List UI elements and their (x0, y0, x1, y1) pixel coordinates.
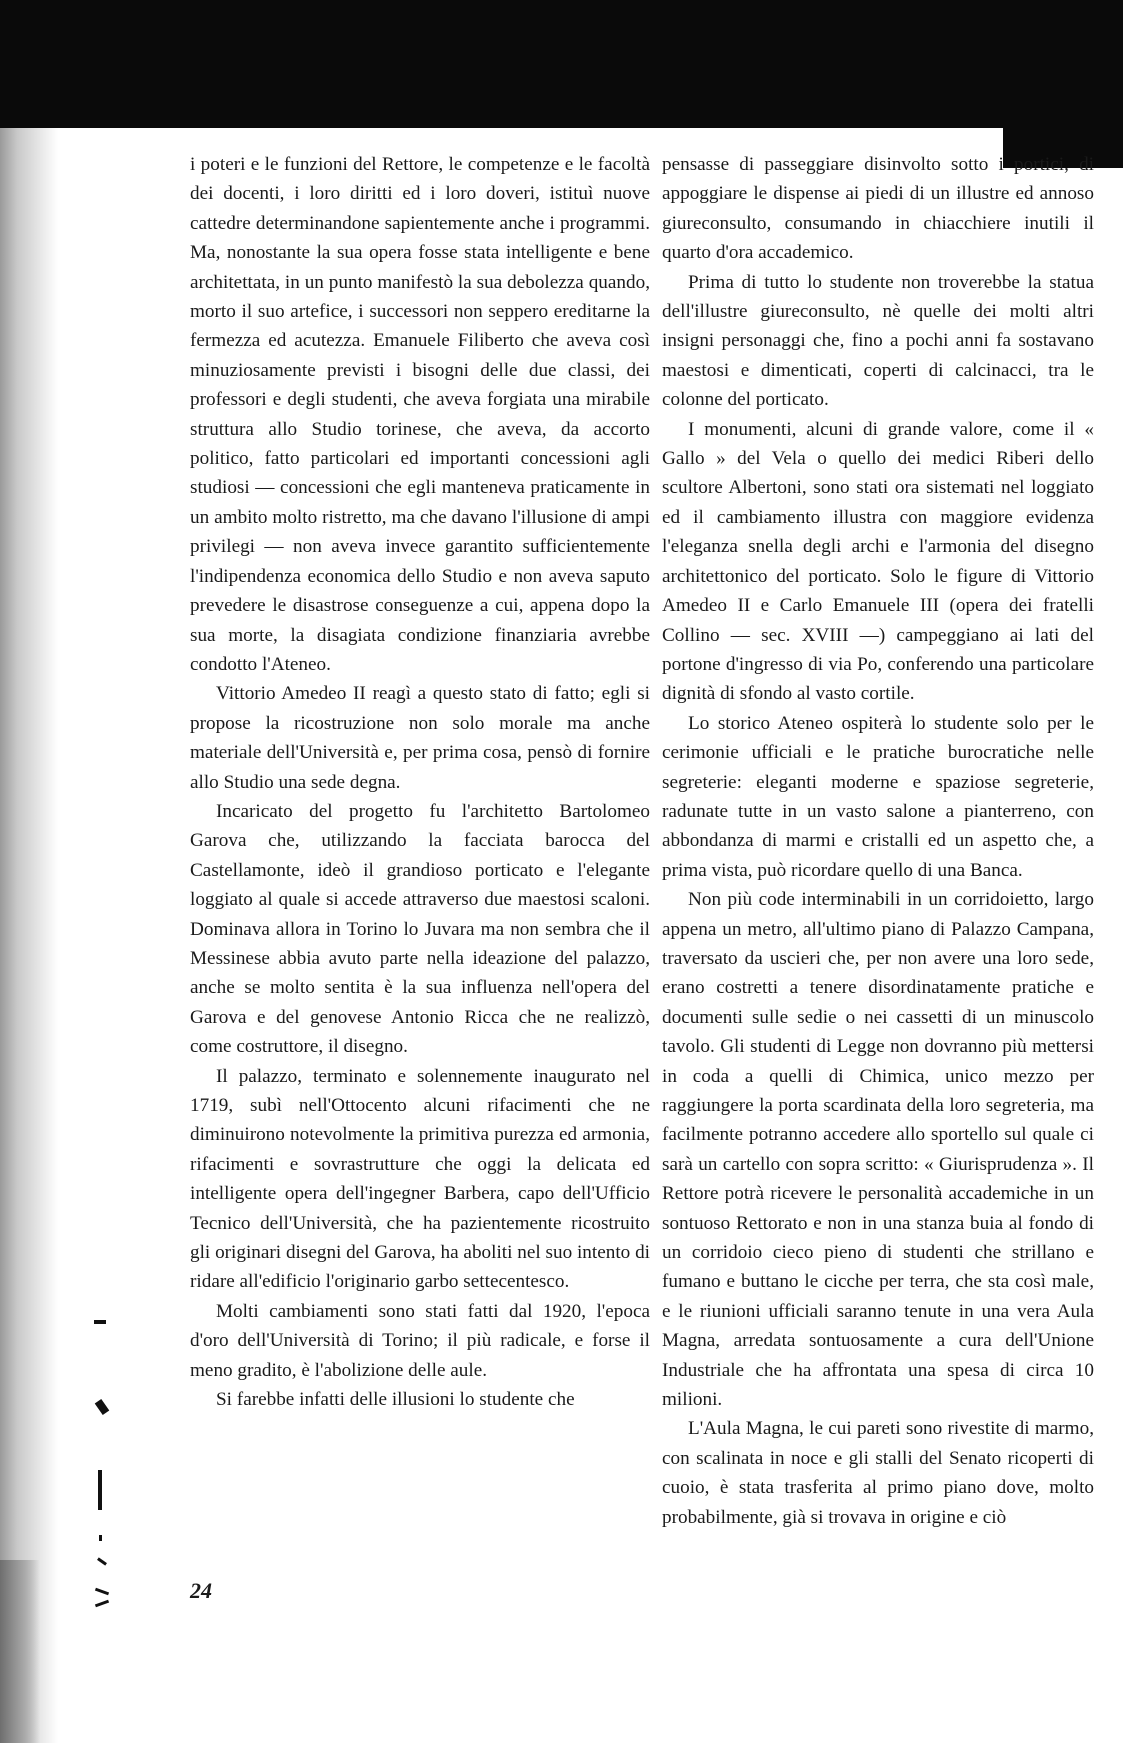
paragraph: Il palazzo, terminato e solennemente inaugurato nel 1719, subì nell'Ottocento alcuni rifacimenti che ne diminuirono notevolmente la primitiva purezza ed armonia, rifacimenti e sovrastrutture che oggi la delicata ed intelligente opera dell'ingegner Barbera, capo dell'Ufficio Tecnico dell'Università, che ha pazientemente ricostruito gli originari disegni del Garova, ha aboliti nel suo intento di ridare all'edificio l'originario garbo settecentesco. (190, 1065, 650, 1293)
scan-left-edge-shadow (0, 1560, 40, 1743)
paragraph: Si farebbe infatti delle illusioni lo studente che (216, 1389, 575, 1411)
paragraph: Incaricato del progetto fu l'architetto Bartolomeo Garova che, utilizzando la facciata barocca del Castellamonte, ideò il grandioso porticato e l'elegante loggiato al quale si accede attraverso due maestosi scaloni. Dominava allora in Torino lo Juvara ma non sembra che il Messinese abbia avuto parte nella ideazione del palazzo, anche se molto sentita è la sua influenza nell'opera del Garova e del genovese Antonio Ricca che ne realizzò, come costruttore, il disegno. (190, 800, 650, 1058)
scan-left-edge (0, 128, 58, 1743)
left-text-column (190, 150, 650, 1414)
paragraph: Lo storico Ateneo ospiterà lo studente solo per le cerimonie ufficiali e le pratiche burocratiche nelle segreterie: eleganti moderne e spaziose segreterie, radunate tutte in un vasto salone a pianterreno, con abbondanza di marmi e cristalli ed un aspetto che, a prima vista, può ricordare quello di una Banca. (662, 712, 1094, 881)
paragraph: Vittorio Amedeo II reagì a questo stato di fatto; egli si propose la ricostruzione non solo morale ma anche materiale dell'Università e, per prima cosa, pensò di fornire allo Studio una sede degna. (190, 683, 650, 793)
scan-top-border (0, 0, 1123, 128)
paragraph: pensasse di passeggiare disinvolto sotto i portici, di appoggiare le dispense ai piedi di un illustre ed annoso giureconsulto, consumando in chiacchiere inutili il quarto d'ora accademico. (662, 154, 1094, 264)
paragraph: L'Aula Magna, le cui pareti sono rivestite di marmo, con scalinata in noce e gli stalli del Senato ricoperti di cuoio, è stata trasferita al primo piano dove, molto probabilmente, già si trovava in origine e ciò (662, 1418, 1094, 1528)
paragraph: Prima di tutto lo studente non troverebbe la statua dell'illustre giureconsulto, nè quelle dei molti altri insigni personaggi che, fino a pochi anni fa sostavano maestosi e dimenticati, coperti di calcinacci, tra le colonne del porticato. (662, 271, 1094, 411)
paragraph: Molti cambiamenti sono stati fatti dal 1920, l'epoca d'oro dell'Università di Torino; il più radicale, e forse il meno gradito, è l'abolizione delle aule. (190, 1300, 650, 1381)
right-text-column (662, 150, 1094, 1532)
page-number: 24 (190, 1578, 212, 1603)
scan-top-right-border (1003, 0, 1123, 168)
paragraph: i poteri e le funzioni del Rettore, le competenze e le facoltà dei docenti, i loro diritti ed i loro doveri, istituì nuove cattedre determinandone sapientemente anche i programmi. Ma, nonostante la sua opera fosse stata intelligente e bene architettata, in un punto manifestò la sua debolezza quando, morto il suo artefice, i successori non seppero ereditarne la fermezza ed acutezza. Emanuele Filiberto che aveva così minuziosamente previsti i bisogni delle due classi, dei professori e degli studenti, che aveva forgiata una mirabile struttura allo Studio torinese, che aveva, da accorto politico, fatto particolari ed importanti concessioni agli studiosi — concessioni che egli manteneva praticamente in un ambito molto ristretto, ma che davano l'illusione di ampi privilegi — non aveva invece garantito sufficientemente l'indipendenza economica dello Studio e non aveva saputo prevedere le disastrose conseguenze a cui, appena dopo la sua morte, la disagiata condizione finanziaria avrebbe condotto l'Ateneo. (190, 154, 650, 675)
paragraph: I monumenti, alcuni di grande valore, come il « Gallo » del Vela o quello dei medici Riberi dello scultore Albertoni, sono stati ora sistemati nel loggiato ed il cambiamento illustra con maggiore evidenza l'eleganza snella degli archi e l'armonia del disegno architettonico del porticato. Solo le figure di Vittorio Amedeo II e Carlo Emanuele III (opera dei fratelli Collino — sec. XVIII —) campeggiano ai lati del portone d'ingresso di via Po, conferendo una particolare dignità di sfondo al vasto cortile. (662, 418, 1094, 705)
paragraph: Non più code interminabili in un corridoietto, largo appena un metro, all'ultimo piano di Palazzo Campana, traversato da uscieri che, per non avere una loro sede, erano costretti a tenere disordinatamente pratiche e documenti sulle sedie o nei cassetti di un minuscolo tavolo. Gli studenti di Legge non dovranno più mettersi in coda a quelli di Chimica, unico mezzo per raggiungere la porta scardinata della loro segreteria, ma facilmente potranno accedere allo sportello sul quale ci sarà un cartello con sopra scritto: « Giurisprudenza ». Il Rettore potrà ricevere le personalità accademiche in un sontuoso Rettorato e non in una stanza buia al fondo di un corridoio cieco pieno di studenti che strillano e fumano e buttano le cicche per terra, che sta così male, e le riunioni ufficiali saranno tenute in una vera Aula Magna, arredata sontuosamente a cura dell'Unione Industriale che ha affrontata una spesa di circa 10 milioni. (662, 889, 1094, 1411)
